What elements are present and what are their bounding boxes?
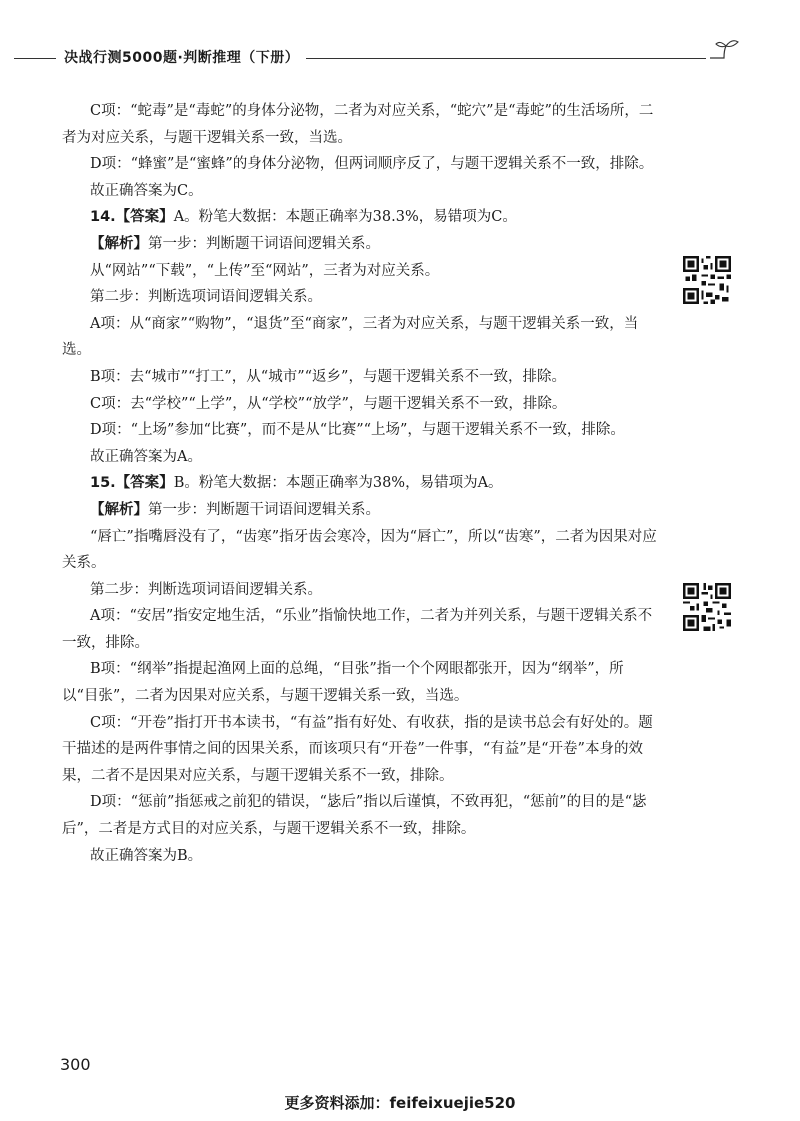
paragraph-text: 故正确答案为A。: [90, 448, 202, 465]
paragraph: [62, 603, 660, 656]
qr-code-icon: [683, 256, 731, 304]
footer-contact: 更多资料添加：feifeixuejie520: [284, 1094, 516, 1112]
paragraph: [62, 789, 660, 842]
paragraph-text: “唇亡”指嘴唇没有了，“齿寒”指牙齿会寒冷，因为“唇亡”，所以“齿寒”，二者为因果对应关系。: [62, 528, 657, 572]
paragraph: [62, 417, 660, 444]
paragraph: [62, 364, 660, 391]
qr-code-icon: [683, 583, 731, 631]
running-header-title: 决战行测5000题·判断推理（下册）: [64, 50, 300, 66]
paragraph: [62, 204, 660, 231]
paragraph-text: D项：“蜂蜜”是“蜜蜂”的身体分泌物，但两词顺序反了，与题干逻辑关系不一致，排除。: [90, 156, 654, 173]
sprout-icon: [708, 38, 740, 62]
paragraph-text: B项：“纲举”指提起渔网上面的总绳，“目张”指一个个网眼都张开，因为“纲举”，所以“目张”，二者为因果对应关系，与题干逻辑关系一致，当选。: [62, 661, 624, 705]
paragraph-text: 第二步：判断选项词语间逻辑关系。: [90, 581, 322, 598]
paragraph: [62, 843, 660, 870]
paragraph: [62, 497, 660, 524]
answer-marker: 【解析】: [90, 501, 148, 518]
header-rule-right: [306, 58, 706, 59]
paragraph: [62, 470, 660, 497]
paragraph-text: A项：从“商家”“购物”，“退货”至“商家”，三者为对应关系，与题干逻辑关系一致，当选。: [62, 315, 639, 359]
paragraph: [62, 656, 660, 709]
answer-marker: 15.【答案】: [90, 475, 174, 492]
paragraph-text: 从“网站”“下载”，“上传”至“网站”，三者为对应关系。: [90, 262, 440, 279]
paragraph-text: C项：“开卷”指打开书本读书，“有益”指有好处、有收获，指的是读书总会有好处的。题干描述的是两件事情之间的因果关系，而该项只有“开卷”一件事，“有益”是“开卷”本身的效果，二者不是因果对应关系，与题干逻辑关系不一致，排除。: [62, 714, 653, 784]
paragraph: [62, 391, 660, 418]
paragraph: [62, 258, 660, 285]
paragraph-text: 第一步：判断题干词语间逻辑关系。: [148, 501, 380, 518]
paragraph: [62, 151, 660, 178]
answer-marker: 【解析】: [90, 235, 148, 252]
page-number: 300: [60, 1055, 91, 1074]
paragraph-text: A。粉笔大数据：本题正确率为38.3%，易错项为C。: [173, 209, 517, 226]
paragraph-text: 第二步：判断选项词语间逻辑关系。: [90, 289, 322, 306]
paragraph-text: 第一步：判断题干词语间逻辑关系。: [148, 235, 380, 252]
paragraph-text: C项：去“学校”“上学”，从“学校”“放学”，与题干逻辑关系不一致，排除。: [90, 395, 567, 412]
paragraph: [62, 98, 660, 151]
paragraph: [62, 577, 660, 604]
paragraph-text: 故正确答案为B。: [90, 847, 203, 864]
paragraph-text: C项：“蛇毒”是“毒蛇”的身体分泌物，二者为对应关系，“蛇穴”是“毒蛇”的生活场所，二者为对应关系，与题干逻辑关系一致，当选。: [62, 103, 654, 146]
paragraph-text: B。粉笔大数据：本题正确率为38%，易错项为A。: [173, 475, 503, 492]
paragraph-text: D项：“惩前”指惩戒之前犯的错误，“毖后”指以后谨慎，不致再犯，“惩前”的目的是“毖后”，二者是方式目的对应关系，与题干逻辑关系不一致，排除。: [62, 794, 647, 838]
header-rule-left: [14, 58, 56, 59]
paragraph-text: B项：去“城市”“打工”，从“城市”“返乡”，与题干逻辑关系不一致，排除。: [90, 368, 566, 385]
paragraph: [62, 178, 660, 205]
paragraph: [62, 311, 660, 364]
paragraph: [62, 710, 660, 790]
paragraph: [62, 231, 660, 258]
paragraph: [62, 444, 660, 471]
paragraph-text: A项：“安居”指安定地生活，“乐业”指愉快地工作，二者为并列关系，与题干逻辑关系不一致，排除。: [62, 608, 653, 651]
paragraph: [62, 284, 660, 311]
answer-marker: 14.【答案】: [90, 209, 174, 226]
paragraph-text: 故正确答案为C。: [90, 182, 203, 199]
paragraph-text: D项：“上场”参加“比赛”，而不是从“比赛”“上场”，与题干逻辑关系不一致，排除。: [90, 422, 625, 439]
answer-explanations: [62, 98, 660, 869]
paragraph: [62, 524, 660, 577]
